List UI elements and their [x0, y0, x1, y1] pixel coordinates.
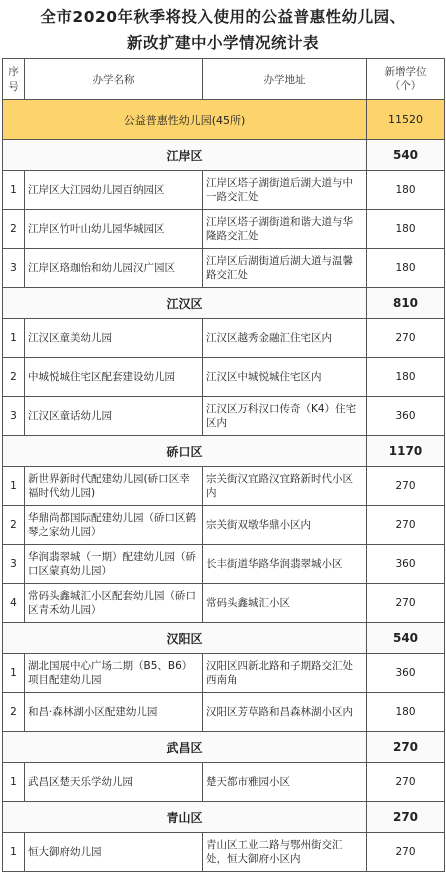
district-total: 540 — [367, 140, 445, 171]
table-row — [3, 319, 445, 358]
school-name: 新世界新时代配建幼儿园(硚口区幸福时代幼儿园) — [25, 467, 203, 506]
new-seats: 270 — [367, 319, 445, 358]
row-index: 3 — [3, 545, 25, 584]
row-index: 1 — [3, 171, 25, 210]
row-index: 1 — [3, 763, 25, 802]
school-name: 武昌区楚天乐学幼儿园 — [25, 763, 203, 802]
school-name: 江岸区大江园幼儿园百纳园区 — [25, 171, 203, 210]
school-name: 江岸区竹叶山幼儿园华城园区 — [25, 210, 203, 249]
new-seats: 180 — [367, 358, 445, 397]
district-name: 汉阳区 — [3, 623, 367, 654]
row-index: 1 — [3, 467, 25, 506]
school-address: 楚天都市雅园小区 — [203, 763, 367, 802]
school-name: 江汉区童话幼儿园 — [25, 397, 203, 436]
table-row — [3, 693, 445, 732]
school-address: 宗关街汉宜路汉宜路新时代小区内 — [203, 467, 367, 506]
school-address: 常码头鑫城汇小区 — [203, 584, 367, 623]
new-seats: 270 — [367, 763, 445, 802]
table-row — [3, 249, 445, 288]
new-seats: 180 — [367, 171, 445, 210]
school-address: 江汉区越秀金融汇住宅区内 — [203, 319, 367, 358]
new-seats: 270 — [367, 833, 445, 872]
school-name: 华润翡翠城（一期）配建幼儿园（硚口区蒙真幼儿园） — [25, 545, 203, 584]
district-row — [3, 288, 445, 319]
district-total: 540 — [367, 623, 445, 654]
row-index: 3 — [3, 397, 25, 436]
school-name: 和昌·森林湖小区配建幼儿园 — [25, 693, 203, 732]
district-row — [3, 802, 445, 833]
school-name: 江汉区童美幼儿园 — [25, 319, 203, 358]
school-address: 江岸区后湖街道后湖大道与温馨路交汇处 — [203, 249, 367, 288]
new-seats: 180 — [367, 693, 445, 732]
category-row — [3, 100, 445, 140]
school-address: 汉阳区芳草路和昌森林湖小区内 — [203, 693, 367, 732]
row-index: 1 — [3, 319, 25, 358]
school-address: 江汉区中城悦城住宅区内 — [203, 358, 367, 397]
district-name: 青山区 — [3, 802, 367, 833]
header-name: 办学名称 — [25, 59, 203, 100]
district-name: 江岸区 — [3, 140, 367, 171]
table-row — [3, 545, 445, 584]
table-row — [3, 397, 445, 436]
school-address: 宗关街双墩华鼎小区内 — [203, 506, 367, 545]
row-index: 3 — [3, 249, 25, 288]
school-name: 恒大御府幼儿园 — [25, 833, 203, 872]
school-address: 江汉区万科汉口传奇（K4）住宅区内 — [203, 397, 367, 436]
row-index: 4 — [3, 584, 25, 623]
school-name: 中城悦城住宅区配套建设幼儿园 — [25, 358, 203, 397]
district-total: 1170 — [367, 436, 445, 467]
table-row — [3, 584, 445, 623]
school-address: 江岸区塔子湖街道后湖大道与中一路交汇处 — [203, 171, 367, 210]
row-index: 1 — [3, 833, 25, 872]
district-row — [3, 140, 445, 171]
table-row — [3, 467, 445, 506]
page-title — [0, 0, 446, 58]
new-seats: 360 — [367, 654, 445, 693]
district-name: 武昌区 — [3, 732, 367, 763]
new-seats: 360 — [367, 397, 445, 436]
school-name: 华鼎尚都国际配建幼儿园（硚口区鹤琴之家幼儿园） — [25, 506, 203, 545]
header-seats: 新增学位 （个） — [367, 59, 445, 100]
table-header-row — [3, 59, 445, 100]
school-name: 常码头鑫城汇小区配套幼儿园（硚口区青禾幼儿园） — [25, 584, 203, 623]
statistics-table — [2, 58, 445, 872]
district-name: 江汉区 — [3, 288, 367, 319]
row-index: 2 — [3, 210, 25, 249]
table-row — [3, 654, 445, 693]
school-address: 长丰街道华路华润翡翠城小区 — [203, 545, 367, 584]
school-address: 汉阳区四新北路和子期路交汇处西南角 — [203, 654, 367, 693]
school-name: 江岸区珞珈怡和幼儿园汉广园区 — [25, 249, 203, 288]
school-address: 江岸区塔子湖街道和谐大道与华隆路交汇处 — [203, 210, 367, 249]
row-index: 1 — [3, 654, 25, 693]
category-label: 公益普惠性幼儿园(45所) — [3, 100, 367, 140]
district-row — [3, 732, 445, 763]
row-index: 2 — [3, 358, 25, 397]
title-line-2: 新改扩建中小学情况统计表 — [126, 34, 319, 52]
new-seats: 270 — [367, 506, 445, 545]
category-total: 11520 — [367, 100, 445, 140]
district-total: 270 — [367, 802, 445, 833]
new-seats: 360 — [367, 545, 445, 584]
new-seats: 270 — [367, 467, 445, 506]
district-total: 810 — [367, 288, 445, 319]
new-seats: 270 — [367, 584, 445, 623]
table-row — [3, 210, 445, 249]
header-index: 序号 — [3, 59, 25, 100]
table-body — [3, 59, 445, 872]
new-seats: 180 — [367, 210, 445, 249]
district-total: 270 — [367, 732, 445, 763]
new-seats: 180 — [367, 249, 445, 288]
school-name: 湖北国展中心广场二期（B5、B6）项目配建幼儿园 — [25, 654, 203, 693]
header-address: 办学地址 — [203, 59, 367, 100]
district-row — [3, 436, 445, 467]
table-row — [3, 358, 445, 397]
row-index: 2 — [3, 506, 25, 545]
title-line-1: 全市2020年秋季将投入使用的公益普惠性幼儿园、 — [40, 8, 406, 26]
table-row — [3, 763, 445, 802]
table-row — [3, 506, 445, 545]
school-address: 青山区工业二路与鄂州街交汇处，恒大御府小区内 — [203, 833, 367, 872]
district-name: 硚口区 — [3, 436, 367, 467]
table-row — [3, 833, 445, 872]
district-row — [3, 623, 445, 654]
table-row — [3, 171, 445, 210]
row-index: 2 — [3, 693, 25, 732]
